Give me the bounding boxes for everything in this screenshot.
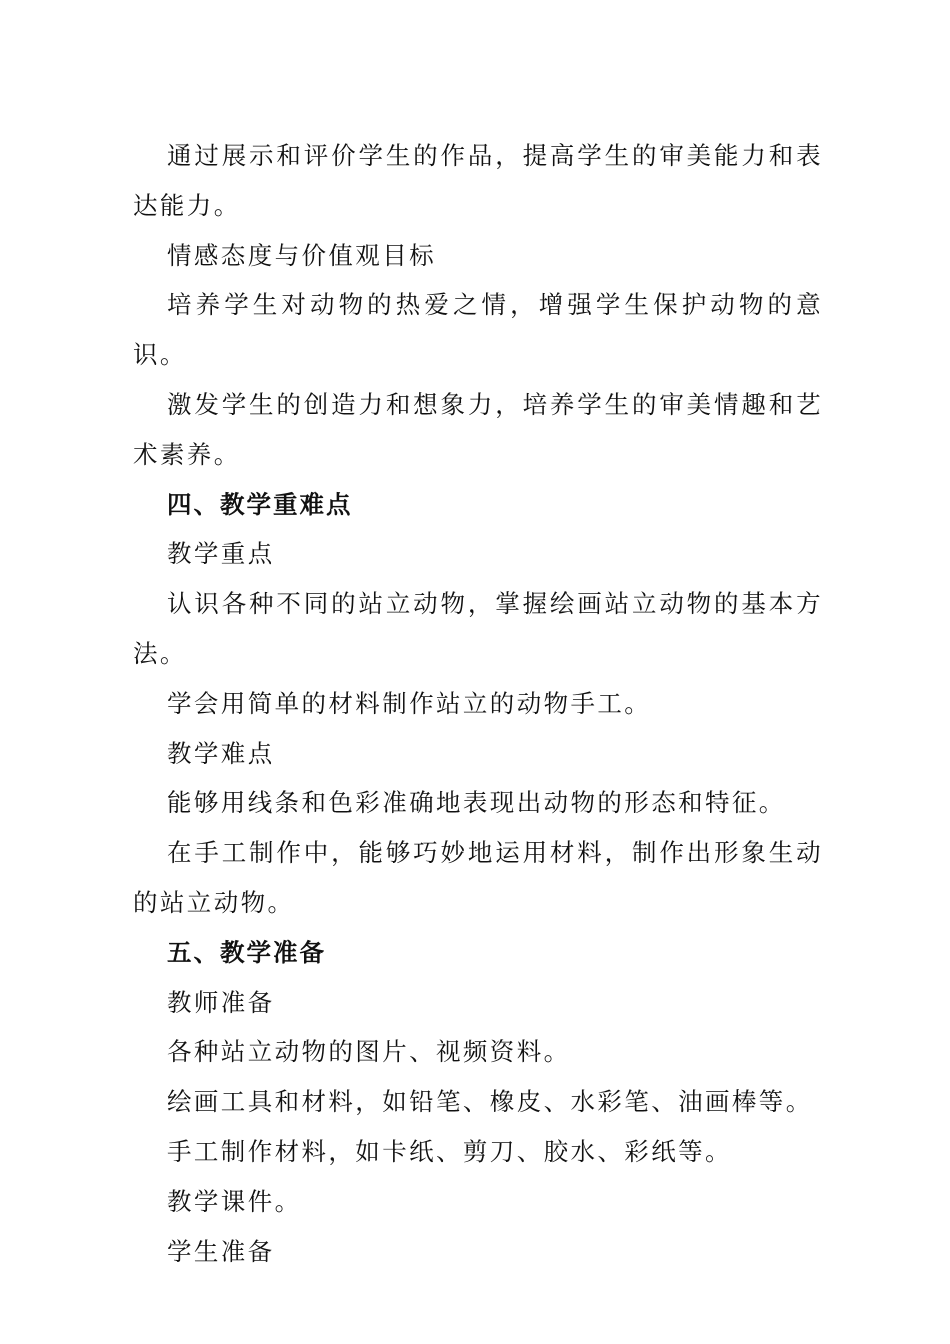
paragraph-teacher-prep-title: 教师准备 — [167, 987, 275, 1017]
paragraph-key-point-2: 学会用简单的材料制作站立的动物手工。 — [167, 688, 652, 718]
paragraph-emotion-goal-title: 情感态度与价值观目标 — [167, 240, 436, 270]
section-heading-preparation: 五、教学准备 — [167, 937, 326, 967]
paragraph-student-prep-title: 学生准备 — [167, 1236, 275, 1266]
paragraph-evaluation-goal: 通过展示和评价学生的作品，提高学生的审美能力和表达能力。 — [133, 141, 823, 220]
paragraph-key-point-title: 教学重点 — [167, 539, 275, 569]
paragraph-teacher-prep-3: 手工制作材料，如卡纸、剪刀、胶水、彩纸等。 — [167, 1136, 732, 1166]
paragraph-key-point-1: 认识各种不同的站立动物，掌握绘画站立动物的基本方法。 — [133, 589, 823, 668]
paragraph-difficulty-title: 教学难点 — [167, 738, 275, 768]
section-heading-key-points: 四、教学重难点 — [167, 489, 353, 519]
document-body — [133, 131, 823, 1276]
paragraph-teacher-prep-1: 各种站立动物的图片、视频资料。 — [167, 1037, 571, 1067]
paragraph-creativity: 激发学生的创造力和想象力，培养学生的审美情趣和艺术素养。 — [133, 389, 823, 469]
paragraph-love-animals: 培养学生对动物的热爱之情，增强学生保护动物的意识。 — [133, 290, 823, 370]
paragraph-difficulty-2: 在手工制作中，能够巧妙地运用材料，制作出形象生动的站立动物。 — [133, 838, 823, 917]
paragraph-difficulty-1: 能够用线条和色彩准确地表现出动物的形态和特征。 — [167, 788, 786, 818]
paragraph-teacher-prep-2: 绘画工具和材料，如铅笔、橡皮、水彩笔、油画棒等。 — [167, 1087, 813, 1117]
paragraph-teacher-prep-4: 教学课件。 — [167, 1186, 302, 1216]
